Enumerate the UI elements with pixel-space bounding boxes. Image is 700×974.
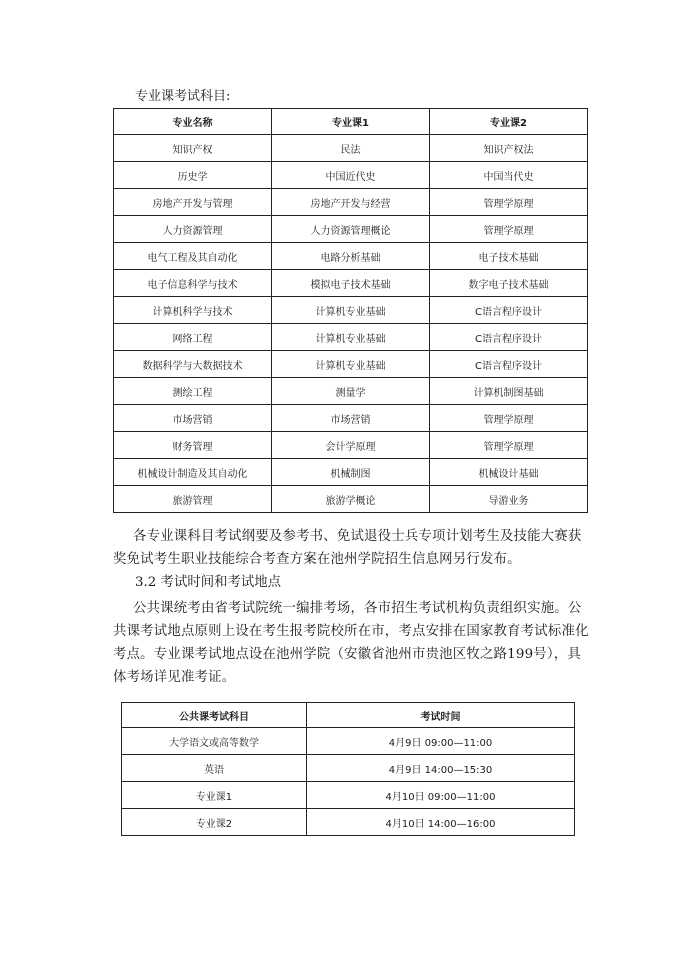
subject-2-cell: 管理学原理 (430, 189, 588, 216)
subject-2-cell: 导游业务 (430, 486, 588, 513)
table-row (114, 189, 588, 216)
major-name-cell: 旅游管理 (114, 486, 272, 513)
major-subject-table (113, 108, 588, 513)
table-row (114, 243, 588, 270)
table-row (114, 459, 588, 486)
exam-time-cell: 4月9日 09:00—11:00 (307, 728, 575, 755)
subject-2-cell: C语言程序设计 (430, 324, 588, 351)
subject-1-cell: 中国近代史 (272, 162, 430, 189)
subject-1-cell: 旅游学概论 (272, 486, 430, 513)
header-public-subject: 公共课考试科目 (122, 703, 307, 728)
major-name-cell: 房地产开发与管理 (114, 189, 272, 216)
table-row (122, 782, 575, 809)
subject-1-cell: 计算机专业基础 (272, 324, 430, 351)
table-row (114, 486, 588, 513)
header-exam-time: 考试时间 (307, 703, 575, 728)
subject-2-cell: 管理学原理 (430, 432, 588, 459)
exam-location-paragraph: 公共课统考由省考试院统一编排考场，各市招生考试机构负责组织实施。公共课考试地点原则上设在考生报考院校所在市，考点安排在国家教育考试标准化考点。专业课考试地点设在池州学院（安徽省池州市贵池区牧之路199号），具体考场详见准考证。 (113, 601, 589, 685)
subject-2-cell: 计算机制图基础 (430, 378, 588, 405)
subject-2-cell: 数字电子技术基础 (430, 270, 588, 297)
header-subject-2: 专业课2 (430, 109, 588, 135)
table-row (114, 297, 588, 324)
subject-2-cell: C语言程序设计 (430, 297, 588, 324)
major-name-cell: 数据科学与大数据技术 (114, 351, 272, 378)
table-header-row (122, 703, 575, 728)
table-row (114, 378, 588, 405)
public-subject-cell: 专业课1 (122, 782, 307, 809)
subject-1-cell: 机械制图 (272, 459, 430, 486)
table-row (114, 351, 588, 378)
table-row (122, 809, 575, 836)
table-row (114, 216, 588, 243)
major-name-cell: 计算机科学与技术 (114, 297, 272, 324)
major-name-cell: 机械设计制造及其自动化 (114, 459, 272, 486)
section-heading-3-2: 3.2 考试时间和考试地点 (135, 575, 282, 590)
major-name-cell: 电气工程及其自动化 (114, 243, 272, 270)
subject-1-cell: 会计学原理 (272, 432, 430, 459)
subject-1-cell: 测量学 (272, 378, 430, 405)
exam-time-cell: 4月9日 14:00—15:30 (307, 755, 575, 782)
exam-time-cell: 4月10日 14:00—16:00 (307, 809, 575, 836)
subject-1-cell: 模拟电子技术基础 (272, 270, 430, 297)
syllabus-paragraph: 各专业课科目考试纲要及参考书、免试退役士兵专项计划考生及技能大赛获奖免试考生职业技能综合考查方案在池州学院招生信息网另行发布。 (113, 529, 582, 567)
major-name-cell: 网络工程 (114, 324, 272, 351)
subject-1-cell: 市场营销 (272, 405, 430, 432)
table-row (114, 135, 588, 162)
table-row (122, 728, 575, 755)
subject-1-cell: 房地产开发与经营 (272, 189, 430, 216)
public-subject-cell: 大学语文或高等数学 (122, 728, 307, 755)
subject-1-cell: 计算机专业基础 (272, 351, 430, 378)
subject-2-cell: 中国当代史 (430, 162, 588, 189)
major-name-cell: 历史学 (114, 162, 272, 189)
table-row (114, 162, 588, 189)
exam-schedule-table (121, 702, 575, 836)
header-subject-1: 专业课1 (272, 109, 430, 135)
subject-1-cell: 电路分析基础 (272, 243, 430, 270)
subject-1-cell: 民法 (272, 135, 430, 162)
public-subject-cell: 英语 (122, 755, 307, 782)
subject-2-cell: 管理学原理 (430, 405, 588, 432)
table-row (114, 432, 588, 459)
subject-1-cell: 计算机专业基础 (272, 297, 430, 324)
table-row (114, 270, 588, 297)
major-name-cell: 市场营销 (114, 405, 272, 432)
subject-2-cell: 管理学原理 (430, 216, 588, 243)
header-major-name: 专业名称 (114, 109, 272, 135)
subject-2-cell: 知识产权法 (430, 135, 588, 162)
major-name-cell: 电子信息科学与技术 (114, 270, 272, 297)
subject-2-cell: 机械设计基础 (430, 459, 588, 486)
public-subject-cell: 专业课2 (122, 809, 307, 836)
subject-1-cell: 人力资源管理概论 (272, 216, 430, 243)
table-row (114, 324, 588, 351)
major-name-cell: 测绘工程 (114, 378, 272, 405)
table-header-row (114, 109, 588, 135)
major-name-cell: 财务管理 (114, 432, 272, 459)
table-row (122, 755, 575, 782)
table-row (114, 405, 588, 432)
subject-2-cell: C语言程序设计 (430, 351, 588, 378)
major-name-cell: 人力资源管理 (114, 216, 272, 243)
subject-table-caption: 专业课考试科目: (135, 89, 231, 104)
major-name-cell: 知识产权 (114, 135, 272, 162)
exam-time-cell: 4月10日 09:00—11:00 (307, 782, 575, 809)
subject-2-cell: 电子技术基础 (430, 243, 588, 270)
